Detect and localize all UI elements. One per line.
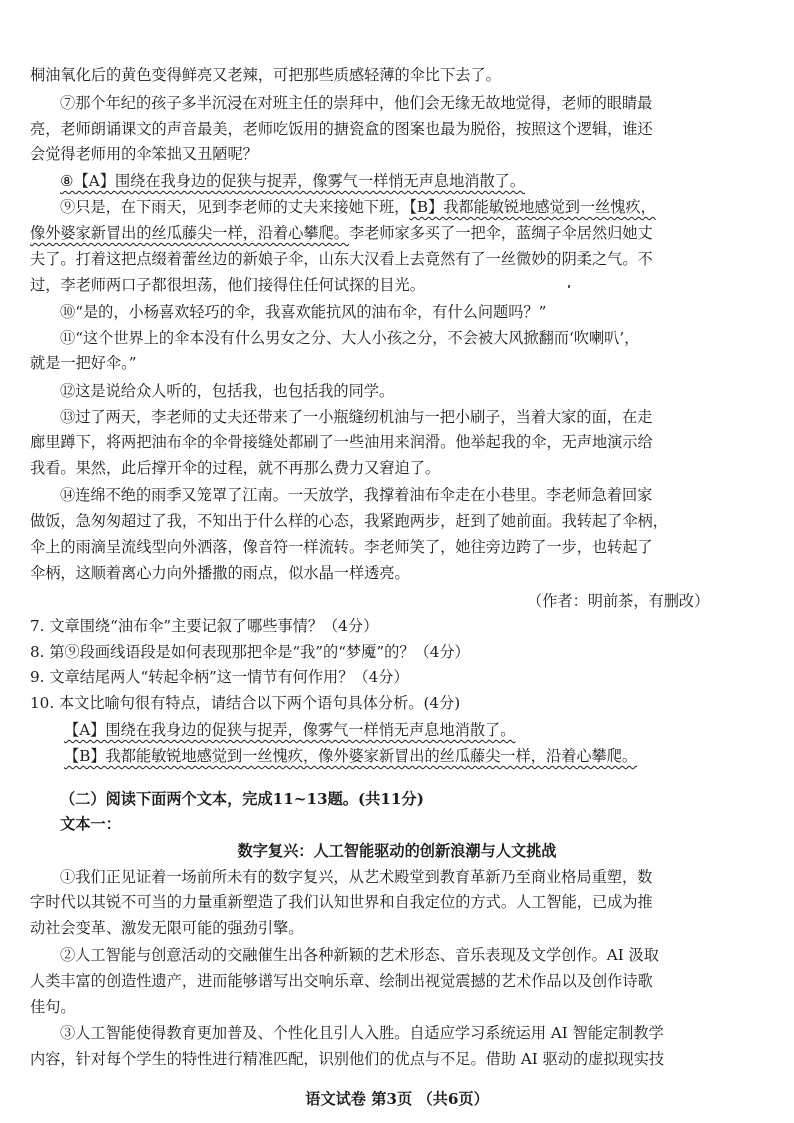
passage-line: 夫了。打着这把点缀着蕾丝边的新娘子伞，山东大汉看上去竟然有了一丝微妙的阴柔之气。不: [30, 250, 653, 268]
passage-paragraph-13: ⑬过了两天，李老师的丈夫还带来了一小瓶缝纫机油与一把小刷子，当着大家的面，在走: [60, 408, 653, 426]
passage-paragraph-12: ⑫这是说给众人听的，包括我，也包括我的同学。: [60, 382, 395, 400]
text-label: 文本一：: [60, 815, 121, 833]
passage-paragraph-14: ⑭连绵不绝的雨季又笼罩了江南。一天放学，我撑着油布伞走在小巷里。李老师急着回家: [60, 486, 653, 504]
speck-mark: [568, 285, 570, 288]
passage-line: [30, 222, 653, 244]
question-item-b-text: 【B】我都能敏锐地感觉到一丝愧疚，像外婆家新冒出的丝瓜藤尖一样，沿着心攀爬。: [64, 747, 638, 765]
passage-paragraph-11: ⑪“这个世界上的伞本没有什么男女之分、大人小孩之分，不会被大风掀翻而‘吹喇叭’，: [60, 329, 640, 347]
question-item-a-text: 【A】围绕在我身边的促狭与捉弄，像雾气一样悄无声息地消散了。: [64, 721, 516, 739]
question-10: 10. 本文比喻句很有特点，请结合以下两个语句具体分析。(4分): [30, 694, 461, 712]
article-line: 内容，针对每个学生的特性进行精准匹配，识别他们的优点与不足。借助 AI 驱动的虚拟现实技: [30, 1050, 665, 1068]
passage-text: 李老师家多买了一把伞，蓝绸子伞居然归她丈: [348, 224, 653, 242]
article-paragraph-1: ①我们正见证着一场前所未有的数字复兴，从艺术殿堂到教育革新乃至商业格局重塑，数: [60, 868, 653, 886]
sentence-a-underlined: ⑧【A】围绕在我身边的促狭与捉弄，像雾气一样悄无声息地消散了。: [60, 172, 526, 190]
passage-line: 会觉得老师用的伞笨拙又丑陋呢？: [30, 145, 258, 163]
article-line: 佳句。: [30, 998, 76, 1016]
sentence-b-underlined-cont: 像外婆家新冒出的丝瓜藤尖一样，沿着心攀爬。: [30, 224, 349, 242]
article-paragraph-2: ②人工智能与创意活动的交融催生出各种新颖的艺术形态、音乐表现及文学创作。AI 汲取: [60, 946, 659, 964]
article-title: 数字复兴：人工智能驱动的创新浪潮与人文挑战: [237, 842, 557, 860]
passage-line: 桐油氧化后的黄色变得鲜亮又老辣，可把那些质感轻薄的伞比下去了。: [30, 66, 501, 84]
question-7: 7. 文章围绕“油布伞”主要记叙了哪些事情？（4分）: [30, 617, 379, 635]
passage-text: ⑨只是，在下雨天，见到李老师的丈夫来接她下班，: [60, 198, 410, 216]
section-heading: （二）阅读下面两个文本，完成11~13题。(共11分): [60, 790, 424, 808]
article-line: 人类丰富的创造性遗产，进而能够谱写出交响乐章、绘制出视觉震撼的艺术作品以及创作诗歌: [30, 972, 653, 990]
question-9: 9. 文章结尾两人“转起伞柄”这一情节有何作用？（4分）: [30, 668, 409, 686]
question-10-item-a: [64, 719, 515, 741]
passage-paragraph-9: [60, 196, 656, 218]
passage-line: 亮，老师朗诵课文的声音最美，老师吃饭用的搪瓷盒的图案也最为脱俗，按照这个逻辑，谁还: [30, 120, 653, 138]
passage-line: 过，李老师两口子都很坦荡，他们接得住任何试探的目光。: [30, 276, 425, 294]
passage-paragraph-7: ⑦那个年纪的孩子多半沉浸在对班主任的崇拜中，他们会无缘无故地觉得，老师的眼睛最: [60, 94, 653, 112]
passage-line: 伞上的雨滴呈流线型向外洒落，像音符一样流转。李老师笑了，她往旁边跨了一步，也转起了: [30, 538, 653, 556]
passage-line: 我看。果然，此后撑开伞的过程，就不再那么费力又窘迫了。: [30, 459, 441, 477]
question-10-item-b: [64, 745, 637, 767]
passage-line: 廊里蹲下，将两把油布伞的伞骨接缝处都刷了一些油用来润滑。他举起我的伞，无声地演示给: [30, 433, 653, 451]
passage-line: 伞柄，这顺着离心力向外播撒的雨点，似水晶一样透亮。: [30, 564, 410, 582]
sentence-b-underlined: 【B】我都能敏锐地感觉到一丝愧疚，: [409, 198, 656, 216]
passage-paragraph-10: ⑩“是的，小杨喜欢轻巧的伞，我喜欢能抗风的油布伞，有什么问题吗？”: [60, 303, 547, 321]
passage-line: 就是一把好伞。”: [30, 354, 137, 372]
passage-paragraph-8: [60, 170, 525, 192]
article-line: 动社会变革、激发无限可能的强劲引擎。: [30, 919, 304, 937]
article-line: 字时代以其锐不可当的力量重新塑造了我们认知世界和自我定位的方式。人工智能，已成为推: [30, 893, 653, 911]
attribution: （作者：明前茶，有删改）: [527, 592, 710, 610]
article-paragraph-3: ③人工智能使得教育更加普及、个性化且引人入胜。自适应学习系统运用 AI 智能定制教学: [60, 1024, 664, 1042]
question-8: 8. 第⑨段画线语段是如何表现那把伞是“我”的“梦魇”的？（4分）: [30, 643, 470, 661]
passage-line: 做饭，急匆匆超过了我，不知出于什么样的心态，我紧跑两步，赶到了她前面。我转起了伞柄，: [30, 512, 668, 530]
page-footer: 语文试卷 第3页 （共6页）: [305, 1090, 489, 1108]
